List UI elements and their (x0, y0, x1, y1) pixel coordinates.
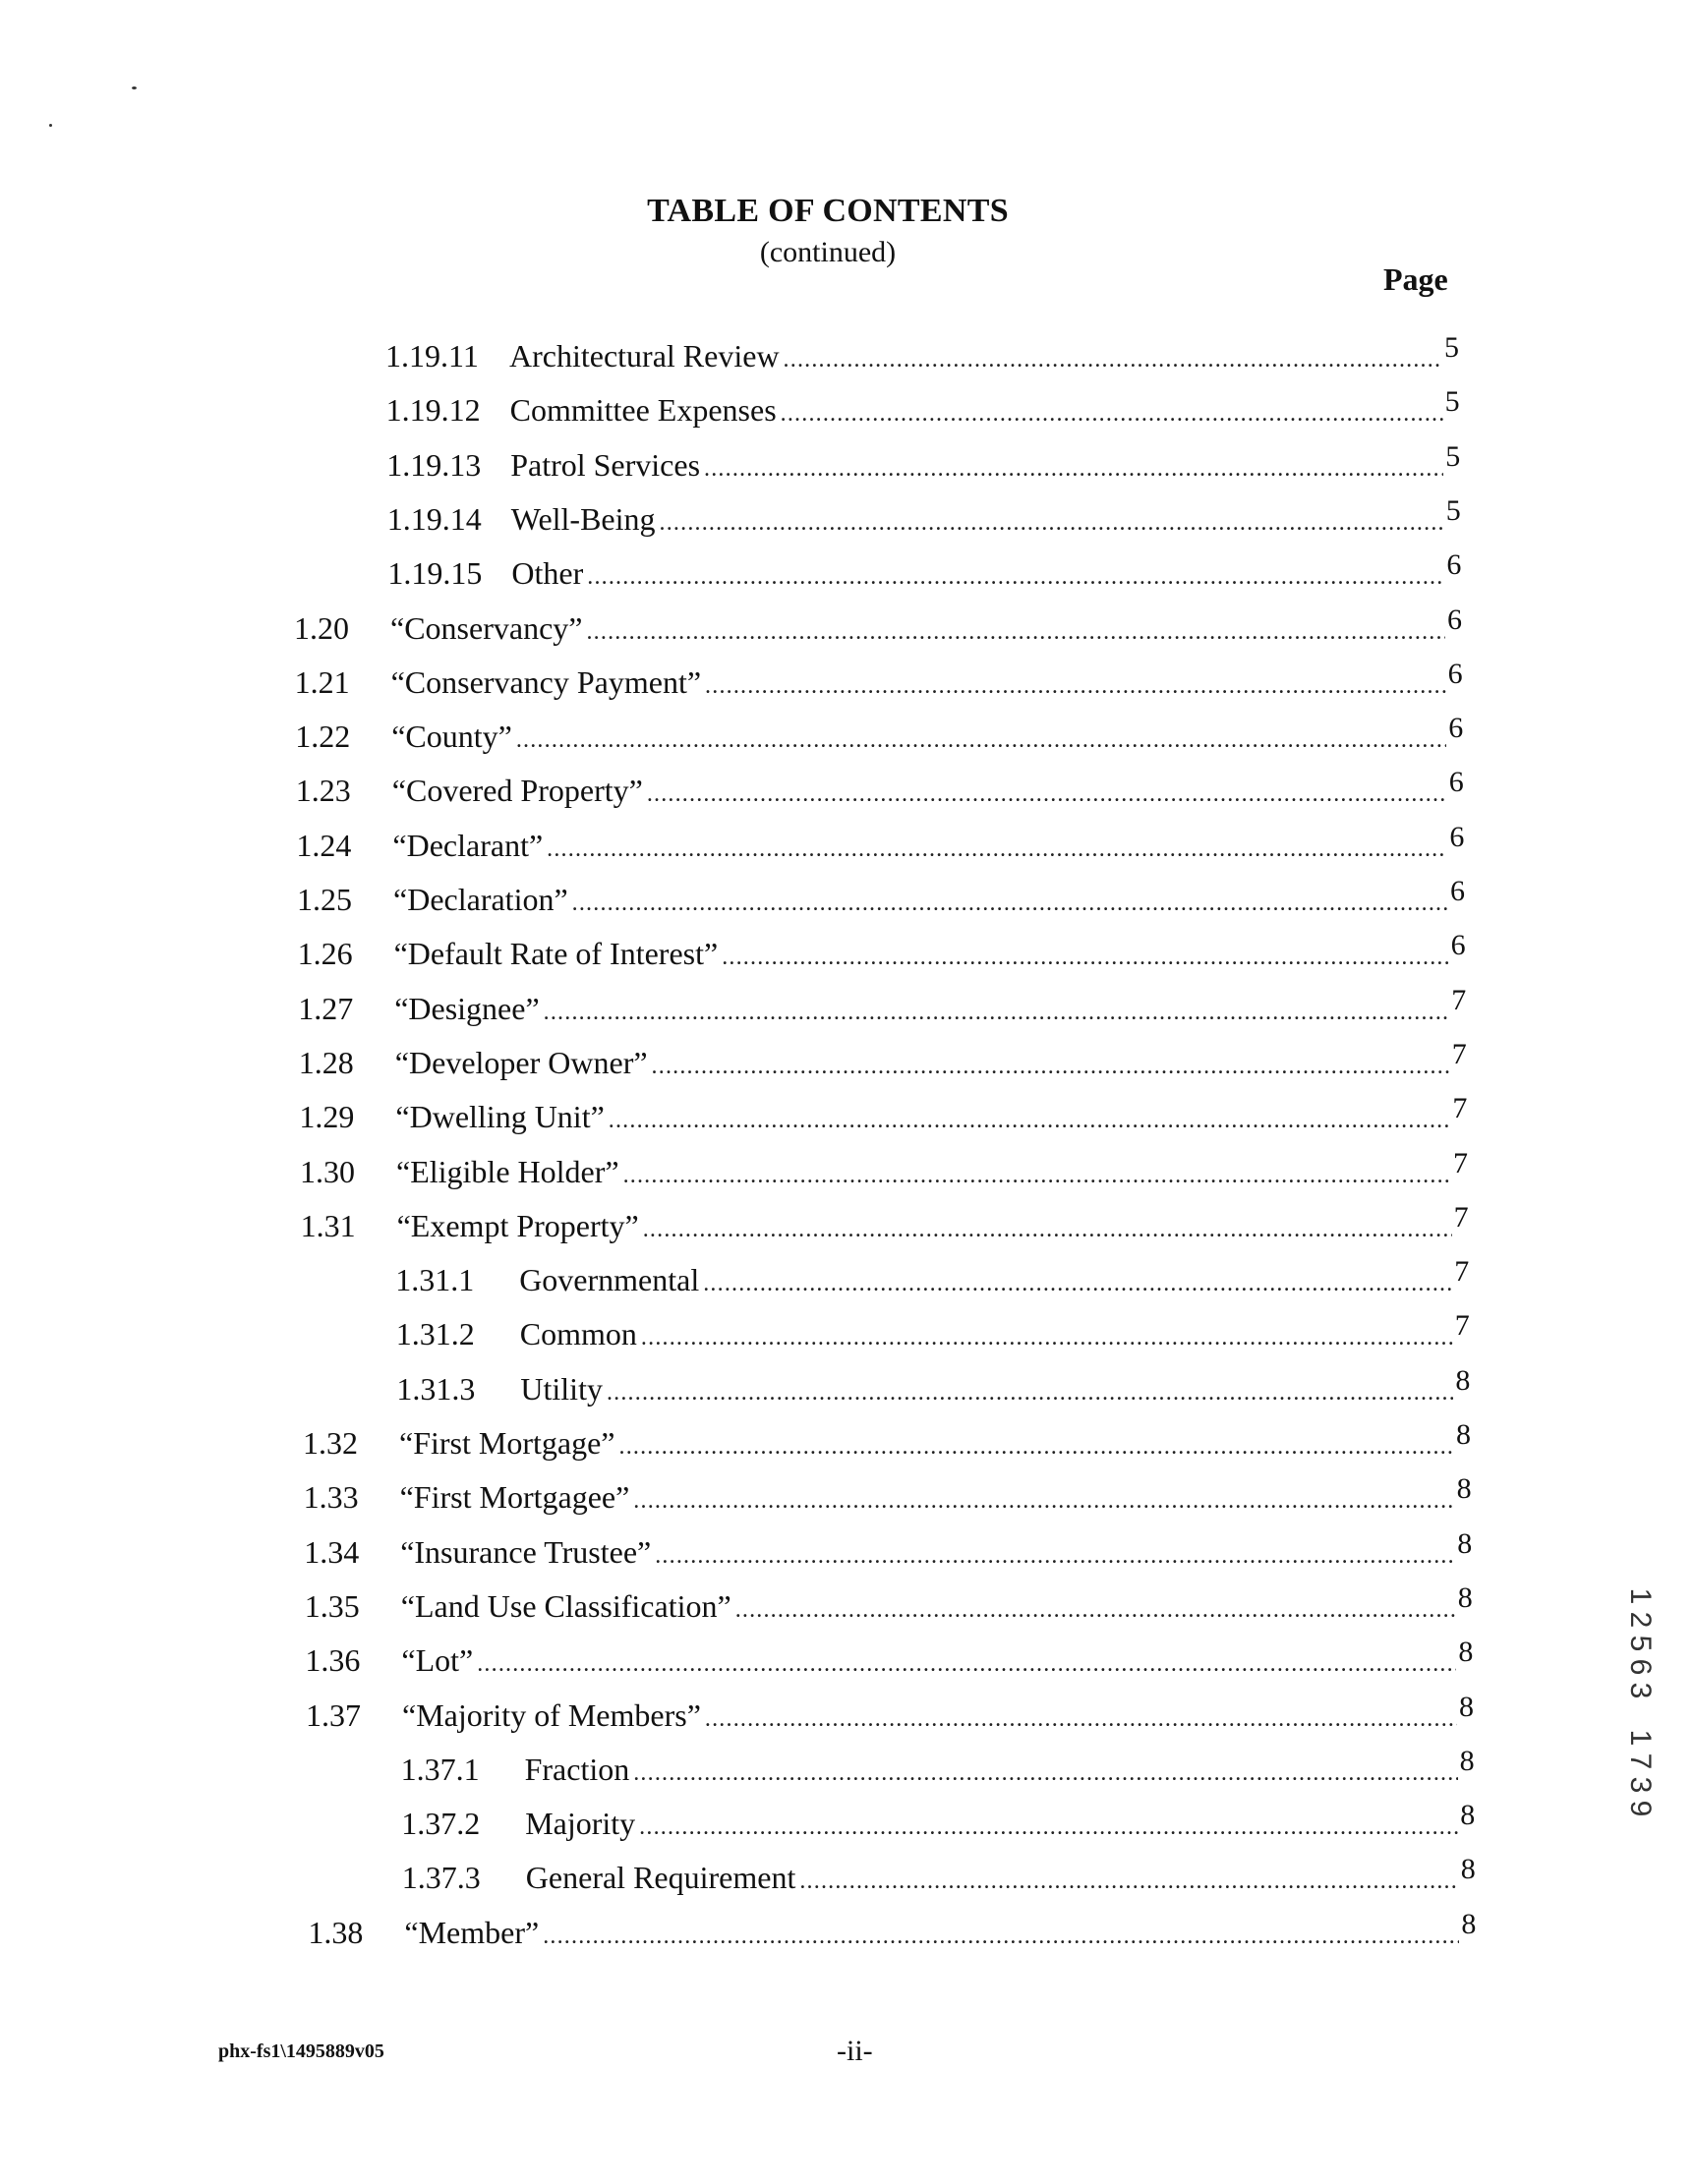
entry-line (510, 439, 1461, 490)
entry-label: Fraction (524, 1751, 630, 1787)
entry-number: 1.34 (304, 1533, 360, 1570)
stamp-char: 1 (1624, 1729, 1657, 1747)
toc-entry (0, 385, 1695, 431)
entry-label: Architectural Review (509, 338, 780, 374)
toc-entry (0, 1799, 1695, 1845)
toc-entry (0, 439, 1695, 487)
entry-page: 8 (1461, 1907, 1477, 1940)
entry-label: “Insurance Trustee” (400, 1533, 652, 1570)
page-number: -ii- (837, 2035, 873, 2067)
entry-number: 1.21 (294, 663, 350, 700)
dot-leader (639, 1806, 1458, 1849)
dot-leader (703, 1262, 1452, 1305)
entry-label: “First Mortgage” (399, 1425, 615, 1461)
dot-leader (586, 610, 1445, 654)
toc-entry (0, 1255, 1695, 1301)
entry-number: 1.35 (304, 1587, 360, 1624)
toc-entry (0, 331, 1695, 377)
toc-entry (0, 1744, 1695, 1791)
entry-number: 1.37.2 (401, 1806, 481, 1842)
dot-leader (781, 392, 1443, 435)
entry-number: 1.31.3 (396, 1370, 476, 1407)
toc-entry (0, 1092, 1695, 1138)
dot-leader (735, 1588, 1456, 1632)
dot-leader (652, 1045, 1450, 1088)
entry-page: 6 (1447, 657, 1463, 690)
entry-number: 1.19.13 (386, 446, 482, 483)
dot-leader (619, 1425, 1455, 1468)
toc-title: TABLE OF CONTENTS (647, 193, 1009, 229)
stamp-char: 3 (1624, 1776, 1657, 1794)
entry-line (525, 1853, 1476, 1903)
stamp-char: 2 (1624, 1611, 1657, 1629)
entry-page: 5 (1445, 439, 1461, 473)
toc-entry (0, 1690, 1695, 1737)
dot-leader (784, 338, 1442, 381)
entry-number: 1.37 (306, 1696, 361, 1733)
entry-line (400, 1526, 1473, 1578)
entry-page: 8 (1456, 1472, 1472, 1506)
entry-number: 1.32 (303, 1425, 358, 1461)
entry-line (524, 1744, 1475, 1795)
page-column-header: Page (1383, 261, 1448, 297)
entry-page: 6 (1448, 712, 1464, 745)
toc-entry (0, 1638, 1695, 1682)
entry-line (393, 875, 1465, 925)
entry-label: Governmental (519, 1262, 700, 1298)
entry-page: 7 (1451, 1037, 1467, 1070)
entry-page: 6 (1447, 603, 1462, 636)
scan-speck (132, 86, 137, 89)
dot-leader (704, 447, 1443, 490)
dot-leader (544, 991, 1450, 1034)
entry-number: 1.33 (303, 1479, 359, 1516)
entry-page: 5 (1444, 331, 1459, 364)
entry-label: Common (519, 1316, 637, 1352)
dot-leader (633, 1752, 1457, 1795)
dot-leader (799, 1860, 1458, 1903)
dot-leader (722, 936, 1448, 979)
entry-page: 6 (1449, 820, 1465, 853)
document-id: phx-fs1\1495889v05 (218, 2040, 384, 2062)
toc-entry (0, 1309, 1695, 1355)
dot-leader (543, 1915, 1459, 1958)
entry-line (390, 657, 1463, 708)
entry-line (399, 1418, 1471, 1468)
toc-entry (0, 1853, 1695, 1899)
toc-entry (0, 1200, 1695, 1247)
entry-number: 1.20 (294, 609, 349, 646)
entry-number: 1.31.2 (395, 1316, 475, 1352)
toc-entry (0, 820, 1695, 867)
stamp-char: 7 (1624, 1753, 1657, 1770)
entry-label: “Declaration” (393, 882, 568, 917)
toc-entry (0, 766, 1695, 812)
entry-page: 8 (1457, 1526, 1473, 1560)
entry-page: 8 (1457, 1581, 1473, 1614)
entry-label: Well-Being (510, 500, 656, 537)
stamp-char: 5 (1624, 1635, 1657, 1652)
entry-line (509, 331, 1459, 381)
entry-page: 8 (1455, 1363, 1471, 1397)
toc-entry (0, 1907, 1695, 1954)
dot-leader (572, 882, 1448, 925)
entry-line (401, 1638, 1473, 1686)
entry-line (396, 1146, 1468, 1197)
toc-entry (0, 929, 1695, 975)
entry-label: Majority (525, 1806, 636, 1842)
entry-line (404, 1907, 1477, 1958)
entry-page: 8 (1459, 1744, 1475, 1777)
entry-label: “County” (391, 718, 512, 755)
toc-entry (0, 1146, 1695, 1193)
entry-label: Committee Expenses (509, 392, 777, 429)
entry-label: “Lot” (401, 1642, 474, 1679)
stamp-char: 3 (1624, 1682, 1657, 1699)
entry-label: “Conservancy” (390, 609, 583, 646)
entry-line (510, 493, 1461, 545)
entry-line (400, 1581, 1473, 1632)
entry-page: 8 (1459, 1690, 1474, 1723)
entry-line (392, 820, 1465, 871)
entry-line (393, 929, 1466, 979)
dot-leader (547, 828, 1447, 871)
dot-leader (633, 1479, 1454, 1523)
entry-number: 1.22 (295, 718, 351, 755)
dot-leader (623, 1154, 1451, 1197)
entry-label: “Covered Property” (391, 773, 643, 809)
entry-line (519, 1255, 1470, 1305)
entry-label: Utility (520, 1370, 603, 1407)
entry-page: 7 (1453, 1200, 1469, 1234)
toc-entry (0, 1526, 1695, 1574)
entry-page: 6 (1446, 548, 1462, 582)
entry-line (509, 385, 1460, 435)
entry-line (511, 548, 1462, 599)
dot-leader (477, 1642, 1456, 1686)
stamp-char: 6 (1624, 1658, 1657, 1676)
entry-label: “Member” (404, 1914, 540, 1950)
toc-entry (0, 1418, 1695, 1465)
entry-line (394, 983, 1467, 1034)
entry-label: “Designee” (394, 990, 540, 1026)
dot-leader (647, 773, 1447, 816)
dot-leader (660, 501, 1444, 545)
entry-page: 6 (1448, 766, 1464, 799)
entry-line (525, 1799, 1476, 1849)
side-stamp (1620, 1584, 1660, 1820)
dot-leader (587, 555, 1444, 599)
toc-entry (0, 983, 1695, 1030)
entry-number: 1.26 (297, 936, 353, 972)
entry-label: “First Mortgagee” (399, 1479, 630, 1516)
toc-entry (0, 548, 1695, 595)
entry-label: “Dwelling Unit” (395, 1099, 605, 1135)
dot-leader (516, 718, 1446, 762)
entry-line (390, 603, 1462, 654)
toc-subtitle: (continued) (759, 236, 897, 268)
entry-number: 1.30 (300, 1153, 355, 1189)
entry-page: 7 (1454, 1255, 1470, 1289)
dot-leader (607, 1371, 1453, 1414)
entry-page: 6 (1450, 929, 1466, 962)
entry-label: “Eligible Holder” (396, 1153, 619, 1189)
entry-number: 1.37.1 (400, 1751, 480, 1787)
entry-number: 1.29 (299, 1099, 355, 1135)
entry-label: “Conservancy Payment” (390, 663, 702, 700)
entry-page: 7 (1452, 1092, 1468, 1125)
toc-entry (0, 1472, 1695, 1519)
toc-entry (0, 1363, 1695, 1410)
entry-label: “Land Use Classification” (400, 1587, 731, 1624)
entry-line (519, 1309, 1470, 1359)
entry-page: 7 (1454, 1309, 1470, 1343)
entry-line (395, 1092, 1468, 1142)
toc-entry (0, 603, 1695, 650)
toc-entry (0, 493, 1695, 541)
entry-number: 1.31.1 (395, 1262, 475, 1298)
entry-label: “Declarant” (392, 827, 544, 863)
dot-leader (641, 1316, 1453, 1359)
entry-number: 1.19.11 (385, 338, 479, 374)
scan-speck (49, 124, 52, 127)
entry-page: 6 (1450, 875, 1465, 907)
entry-page: 8 (1456, 1418, 1471, 1451)
dot-leader (705, 664, 1446, 708)
entry-label: “Developer Owner” (394, 1044, 648, 1080)
entry-number: 1.38 (308, 1914, 364, 1950)
entry-label: Patrol Services (510, 446, 701, 483)
toc-entry (0, 1037, 1695, 1084)
entry-page: 8 (1458, 1636, 1474, 1669)
entry-number: 1.37.3 (401, 1860, 481, 1896)
toc-entry (0, 657, 1695, 704)
entry-label: “Exempt Property” (396, 1207, 639, 1243)
entry-label: “Default Rate of Interest” (393, 936, 719, 972)
toc-entry (0, 712, 1695, 758)
entry-number: 1.28 (298, 1044, 354, 1080)
entry-line (396, 1200, 1469, 1251)
entry-line (394, 1037, 1467, 1088)
entry-page: 8 (1460, 1853, 1476, 1886)
toc-entry (0, 1581, 1695, 1628)
entry-page: 5 (1444, 385, 1460, 419)
entry-number: 1.25 (297, 882, 352, 917)
stamp-char: 1 (1624, 1587, 1657, 1605)
toc-entry (0, 875, 1695, 921)
entry-number: 1.36 (305, 1642, 361, 1679)
entry-page: 8 (1460, 1799, 1476, 1832)
stamp-char: 9 (1624, 1800, 1657, 1817)
dot-leader (655, 1534, 1455, 1578)
entry-line (391, 766, 1464, 816)
entry-label: Other (511, 555, 584, 592)
entry-line (520, 1363, 1471, 1414)
entry-page: 7 (1451, 983, 1467, 1016)
dot-leader (643, 1208, 1452, 1251)
entry-line (402, 1690, 1474, 1741)
entry-line (391, 712, 1464, 762)
entry-page: 5 (1445, 493, 1461, 527)
entry-number: 1.19.12 (385, 392, 481, 429)
entry-number: 1.31 (300, 1207, 356, 1243)
entry-line (399, 1472, 1472, 1523)
dot-leader (609, 1099, 1451, 1142)
entry-number: 1.24 (296, 827, 352, 863)
entry-number: 1.23 (295, 773, 351, 809)
entry-label: General Requirement (525, 1860, 796, 1896)
entry-page: 7 (1453, 1146, 1468, 1179)
entry-label: “Majority of Members” (402, 1696, 701, 1733)
dot-leader (705, 1697, 1457, 1741)
entry-number: 1.27 (298, 990, 354, 1026)
entry-number: 1.19.15 (387, 555, 483, 592)
entry-number: 1.19.14 (386, 500, 482, 537)
